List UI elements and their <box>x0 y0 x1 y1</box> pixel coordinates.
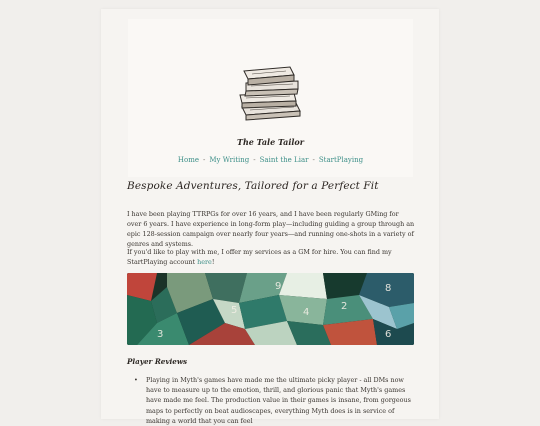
nav-separator: - <box>253 156 256 164</box>
main-content <box>127 180 415 425</box>
offer-end: ! <box>211 258 215 266</box>
svg-text:3: 3 <box>157 329 164 340</box>
nav-separator: - <box>203 156 206 164</box>
svg-text:6: 6 <box>385 329 392 340</box>
review-item <box>127 375 415 426</box>
reviews-list <box>127 375 415 426</box>
intro-paragraph: I have been playing TTRPGs for over 16 years, and I have been regularly GMing for over 6 years. I have experience in long-form play—including guiding a group through an epic 128-session campaign over nearly four years—and running one-shots in a variety of genres and systems. <box>127 210 415 248</box>
site-header <box>128 19 413 177</box>
nav-link-saint-the-liar[interactable]: Saint the Liar <box>259 156 309 164</box>
offer-paragraph <box>127 247 415 267</box>
player-reviews-heading: Player Reviews <box>127 357 188 366</box>
main-nav <box>128 156 413 164</box>
svg-text:5: 5 <box>231 305 238 316</box>
page-container <box>101 9 439 425</box>
page-heading: Bespoke Adventures, Tailored for a Perfect Fit <box>127 180 379 192</box>
polyhedral-dice-image <box>127 273 414 345</box>
nav-link-home[interactable]: Home <box>177 156 199 164</box>
review-text: Playing in Myth's games have made me the ultimate picky player - all DMs now have to measure up to the emotion, thrill, and glorious panic that Myth's games have made me feel. The production value in their games is insane, from gorgeous maps to perfectly on beat audioscapes, everything Myth does is in service of making a world that you can feel <box>146 376 411 425</box>
offer-text: If you'd like to play with me, I offer my services as a GM for hire. You can find my StartPlaying account <box>127 248 392 266</box>
nav-separator: - <box>312 156 315 164</box>
svg-text:2: 2 <box>341 301 348 312</box>
nav-link-startplaying[interactable]: StartPlaying <box>318 156 364 164</box>
site-title: The Tale Tailor <box>237 137 304 147</box>
nav-link-my-writing[interactable]: My Writing <box>209 156 250 164</box>
svg-text:8: 8 <box>385 283 392 294</box>
svg-text:9: 9 <box>275 281 282 292</box>
stack-of-books-icon <box>236 63 306 121</box>
bullet-icon: • <box>134 376 138 384</box>
startplaying-link[interactable]: here <box>197 258 212 266</box>
svg-text:4: 4 <box>303 307 310 318</box>
